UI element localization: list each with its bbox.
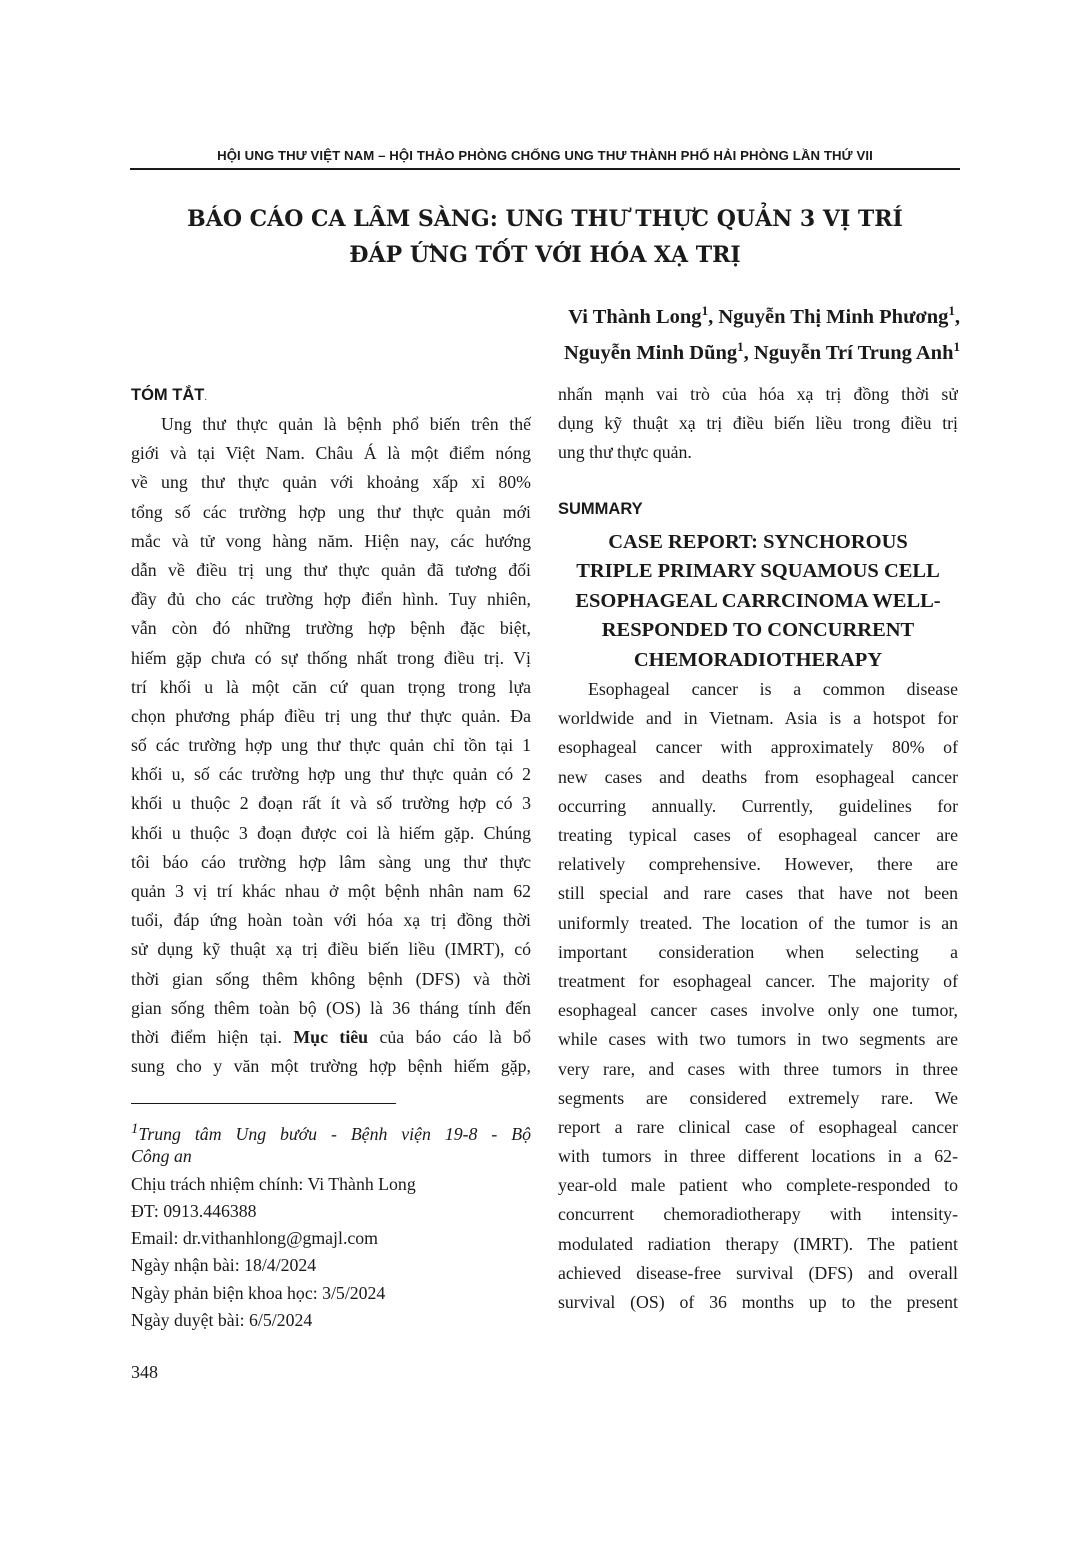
text-line: sử dụng kỹ thuật xạ trị điều biến liều (IMRT), có <box>131 939 531 960</box>
summary-heading: SUMMARY <box>558 499 643 518</box>
text-line: sung cho y văn một trường hợp bệnh hiếm gặp, <box>131 1056 531 1077</box>
footnote-rule <box>131 1103 396 1104</box>
text-line: occurring annually. Currently, guidelines for <box>558 795 958 816</box>
text-line: quản 3 vị trí khác nhau ở một bệnh nhân nam 62 <box>131 881 531 901</box>
text-line: tuổi, đáp ứng hoàn toàn với hóa xạ trị đồng thời <box>131 910 531 931</box>
author-line <box>564 296 960 332</box>
text-line: survival (OS) of 36 months up to the present <box>558 1292 958 1312</box>
text-line: thời gian sống thêm không bệnh (DFS) và thời <box>131 968 531 989</box>
text-line: khối u thuộc 3 đoạn được coi là hiếm gặp. Chúng <box>131 822 531 843</box>
text-line: thời điểm hiện tại. Mục tiêu của báo cáo là bổ <box>131 1026 531 1047</box>
text-line: very rare, and cases with three tumors in three <box>558 1058 958 1079</box>
header-rule <box>130 168 960 170</box>
text-line: gian sống thêm toàn bộ (OS) là 36 tháng tính đến <box>131 997 531 1018</box>
author-separator: , <box>954 305 960 328</box>
text-line: tôi báo cáo trường hợp lâm sàng ung thư thực <box>131 851 531 872</box>
page-number: 348 <box>131 1362 158 1382</box>
text-line: relatively comprehensive. However, there are <box>558 854 958 875</box>
text-line: nhấn mạnh vai trò của hóa xạ trị đồng thời sử <box>558 384 958 404</box>
text-line: report a rare clinical case of esophageal cancer <box>558 1116 958 1137</box>
affiliation-note: Công an <box>131 1146 192 1167</box>
author-separator: , <box>708 305 719 328</box>
text-line: segments are considered extremely rare. We <box>558 1087 958 1108</box>
paper-title-line: ĐÁP ỨNG TỐT VỚI HÓA XẠ TRỊ <box>349 242 741 268</box>
affiliation-mark: 1 <box>701 303 709 318</box>
author-line <box>564 332 960 368</box>
text-line: concurrent chemoradiotherapy with intensity- <box>558 1204 958 1225</box>
text-line: hiếm gặp chưa có sự thống nhất trong điều trị. Vị <box>131 647 531 668</box>
responsible-author: Chịu trách nhiệm chính: Vi Thành Long <box>131 1173 416 1194</box>
affiliation-mark: 1 <box>953 338 960 354</box>
author-name: Vi Thành Long <box>568 305 702 328</box>
abstract-vi-heading: TÓM TẮT. <box>131 386 208 404</box>
text-line: esophageal cancer cases involve only one tumor, <box>558 1000 958 1021</box>
text-line: achieved disease-free survival (DFS) and overall <box>558 1262 958 1283</box>
paper-title-line: BÁO CÁO CA LÂM SÀNG: UNG THƯ THỰC QUẢN 3 VỊ TRÍ <box>187 206 903 232</box>
text-line: về ung thư thực quản với khoảng xấp xỉ 80% <box>131 472 531 493</box>
text-line: khối u, số các trường hợp ung thư thực quản có 2 <box>131 764 531 785</box>
text-line: khối u thuộc 2 đoạn rất ít và số trường hợp có 3 <box>131 793 531 814</box>
text-line: worldwide and in Vietnam. Asia is a hotspot for <box>558 708 958 729</box>
text-line: Ung thư thực quản là bệnh phổ biến trên thế <box>161 414 531 434</box>
text-line: treatment for esophageal cancer. The majority of <box>558 970 958 991</box>
affiliation-note: $^1$Trung tâm Ung bướu - Bệnh viện 19-8 - Bộ <box>131 1121 531 1144</box>
abstract-vi-column <box>131 380 531 1081</box>
text-line: important consideration when selecting a <box>558 941 958 962</box>
accepted-date: Ngày duyệt bài: 6/5/2024 <box>131 1310 313 1331</box>
text-line: year-old male patient who complete-responded to <box>558 1175 958 1196</box>
email: Email: dr.vithanhlong@gmajl.com <box>131 1228 379 1249</box>
summary-title-line: ESOPHAGEAL CARRCINOMA WELL- <box>575 589 941 612</box>
phone: ĐT: 0913.446388 <box>131 1200 257 1221</box>
text-line: đầy đủ cho các trường hợp điển hình. Tuy nhiên, <box>131 589 531 610</box>
received-date: Ngày nhận bài: 18/4/2024 <box>131 1255 317 1276</box>
author-name: Nguyễn Trí Trung Anh <box>753 341 954 364</box>
text-line: tổng số các trường hợp ung thư thực quản mới <box>131 501 531 522</box>
author-separator: , <box>743 341 754 364</box>
text-line: Esophageal cancer is a common disease <box>588 679 958 700</box>
footnotes <box>131 1116 531 1334</box>
text-line: new cases and deaths from esophageal cancer <box>558 766 958 787</box>
objective-label: Mục tiêu <box>293 1026 369 1047</box>
text-line: esophageal cancer with approximately 80% of <box>558 737 958 758</box>
text-line: uniformly treated. The location of the tumor is an <box>558 912 958 933</box>
text-line: mắc và tử vong hàng năm. Hiện nay, các hướng <box>131 530 531 551</box>
author-name: Nguyễn Thị Minh Phương <box>718 305 949 328</box>
running-header: HỘI UNG THƯ VIỆT NAM – HỘI THẢO PHÒNG CHỐNG UNG THƯ THÀNH PHỐ HẢI PHÒNG LẦN THỨ VII <box>217 148 873 163</box>
author-name: Nguyễn Minh Dũng <box>564 341 738 364</box>
summary-title-line: RESPONDED TO CONCURRENT <box>601 619 915 642</box>
right-column <box>558 380 958 1317</box>
summary-title-line: TRIPLE PRIMARY SQUAMOUS CELL <box>576 560 940 583</box>
summary-title-line: CASE REPORT: SYNCHOROUS <box>608 530 908 553</box>
text-line: dụng kỹ thuật xạ trị điều biến liều trong điều trị <box>558 413 958 434</box>
text-line: with tumors in three different locations in a 62- <box>558 1146 958 1167</box>
text-line: vẫn còn đó những trường hợp bệnh đặc biệt, <box>131 618 531 639</box>
text-line: trí khối u là một căn cứ quan trọng trong lựa <box>131 676 531 697</box>
summary-title-line: CHEMORADIOTHERAPY <box>633 648 883 671</box>
text-line: while cases with two tumors in two segments are <box>558 1029 958 1050</box>
review-date: Ngày phản biện khoa học: 3/5/2024 <box>131 1282 386 1303</box>
text-line: treating typical cases of esophageal cancer are <box>558 825 958 845</box>
affiliation-mark: 1 <box>737 338 744 354</box>
text-line: ung thư thực quản. <box>558 442 692 463</box>
text-line: dẫn về điều trị ung thư thực quản đã tương đối <box>131 559 531 580</box>
heading-mark: . <box>204 392 208 403</box>
text-line: still special and rare cases that have not been <box>558 883 958 904</box>
affiliation-mark: 1 <box>131 1121 139 1137</box>
paper-title <box>130 201 960 273</box>
text-line: chọn phương pháp điều trị ung thư thực quản. Đa <box>131 705 531 726</box>
text-line: giới và tại Việt Nam. Châu Á là một điểm nóng <box>131 443 531 464</box>
text-line: số các trường hợp ung thư thực quản chỉ tồn tại 1 <box>131 735 531 756</box>
text-line: modulated radiation therapy (IMRT). The patient <box>558 1233 958 1254</box>
summary-title <box>558 528 958 676</box>
affiliation-mark: 1 <box>948 303 955 318</box>
author-list <box>564 296 960 368</box>
